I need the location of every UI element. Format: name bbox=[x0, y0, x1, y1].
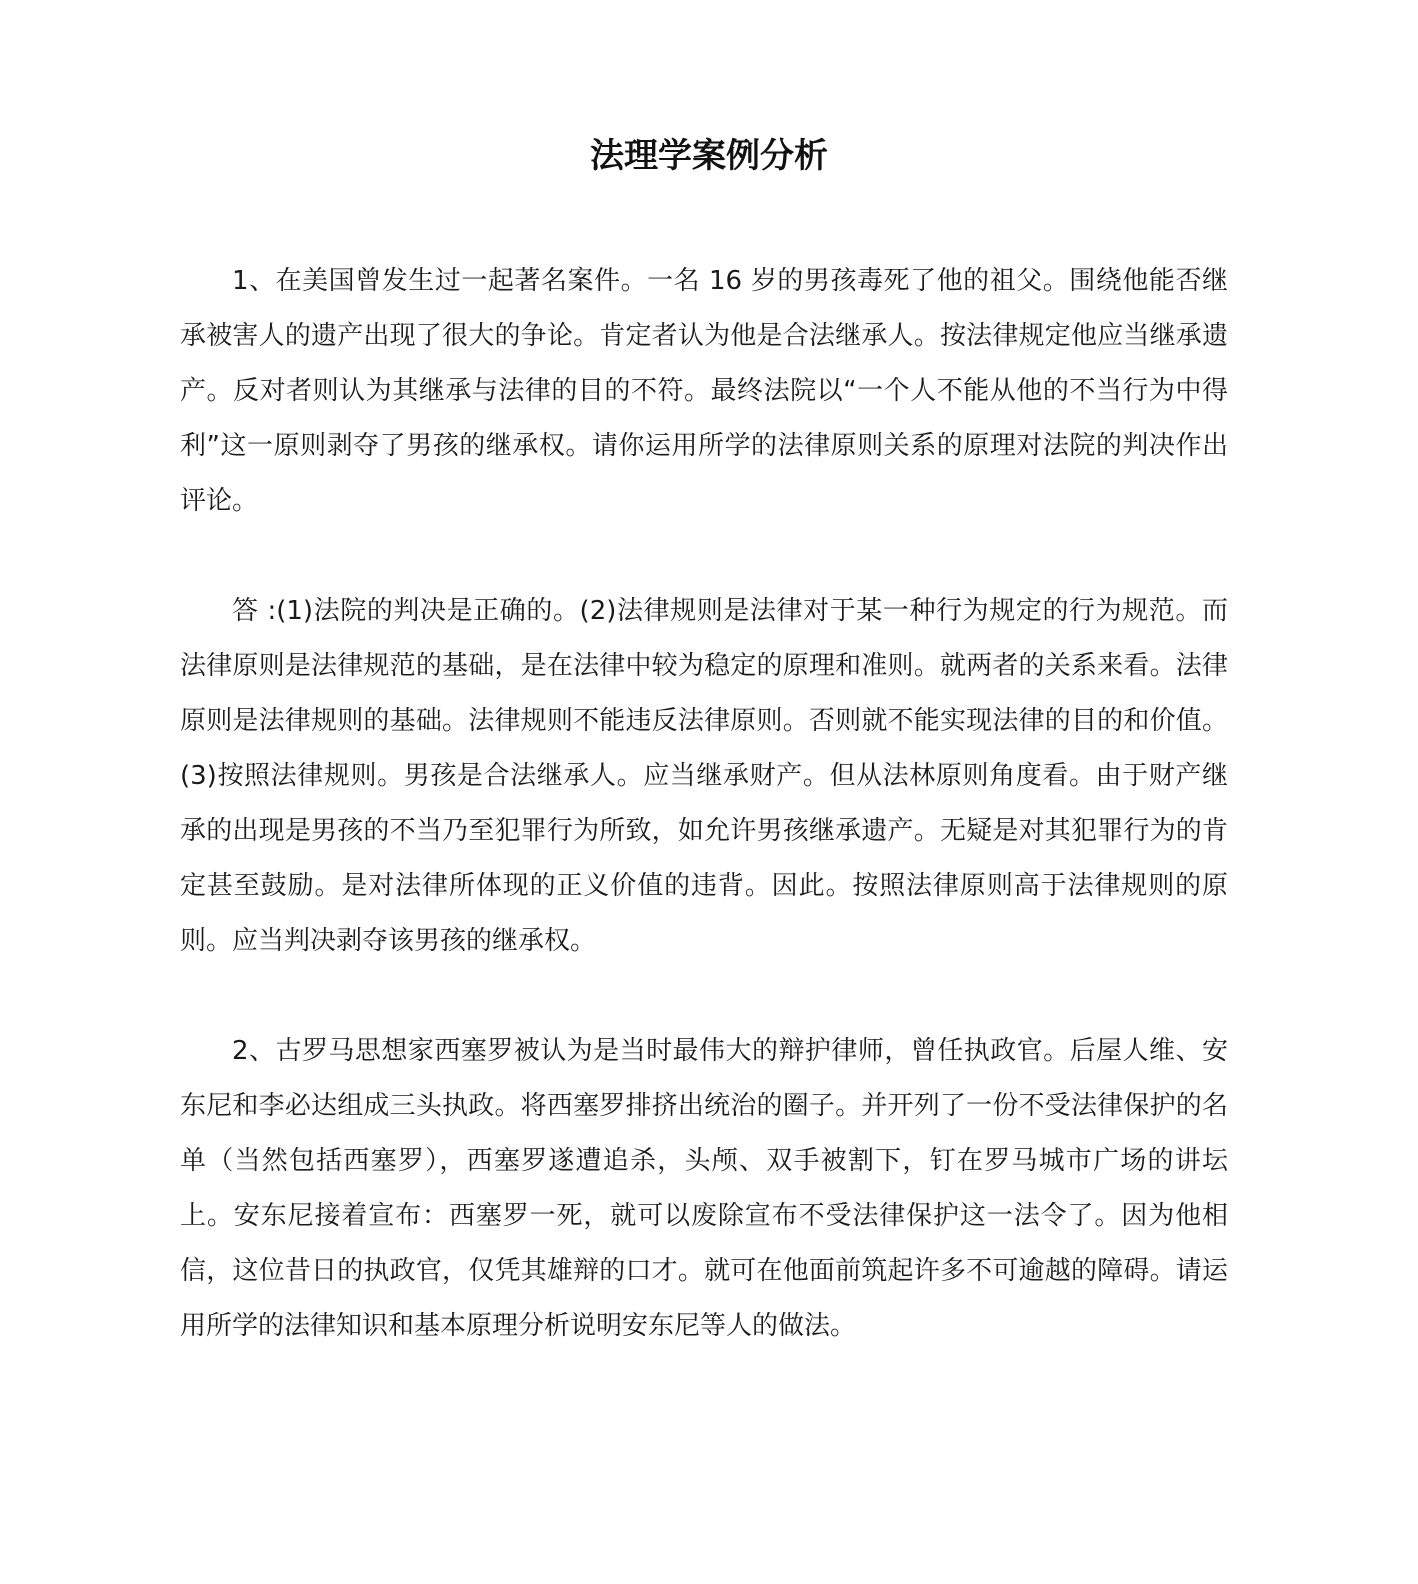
case-1-question: 1、在美国曾发生过一起著名案件。一名 16 岁的男孩毒死了他的祖父。围绕他能否继承被害人的遗产出现了很大的争论。肯定者认为他是合法继承人。按法律规定他应当继承遗产。反对者则认为其继承与法律的目的不符。最终法院以“一个人不能从他的不当行为中得利”这一原则剥夺了男孩的继承权。请你运用所学的法律原则关系的原理对法院的判决作出评论。 bbox=[180, 266, 1228, 516]
document-title: 法理学案例分析 bbox=[590, 136, 828, 176]
document-body bbox=[180, 254, 1228, 1409]
case-1-answer: 答 :(1)法院的判决是正确的。(2)法律规则是法律对于某一种行为规定的行为规范。而法律原则是法律规范的基础，是在法律中较为稳定的原理和准则。就两者的关系来看。法律原则是法律规则的基础。法律规则不能违反法律原则。否则就不能实现法律的目的和价值。(3)按照法律规则。男孩是合法继承人。应当继承财产。但从法林原则角度看。由于财产继承的出现是男孩的不当乃至犯罪行为所致，如允许男孩继承遗产。无疑是对其犯罪行为的肯定甚至鼓励。是对法律所体现的正义价值的违背。因此。按照法律原则高于法律规则的原则。应当判决剥夺该男孩的继承权。 bbox=[180, 596, 1228, 956]
case-2-question: 2、古罗马思想家西塞罗被认为是当时最伟大的辩护律师，曾任执政官。后屋人维、安东尼和李必达组成三头执政。将西塞罗排挤出统治的圈子。并开列了一份不受法律保护的名单（当然包括西塞罗），西塞罗遂遭追杀，头颅、双手被割下，钉在罗马城市广场的讲坛上。安东尼接着宣布：西塞罗一死，就可以废除宣布不受法律保护这一法令了。因为他相信，这位昔日的执政官，仅凭其雄辩的口才。就可在他面前筑起许多不可逾越的障碍。请运用所学的法律知识和基本原理分析说明安东尼等人的做法。 bbox=[180, 1036, 1228, 1341]
